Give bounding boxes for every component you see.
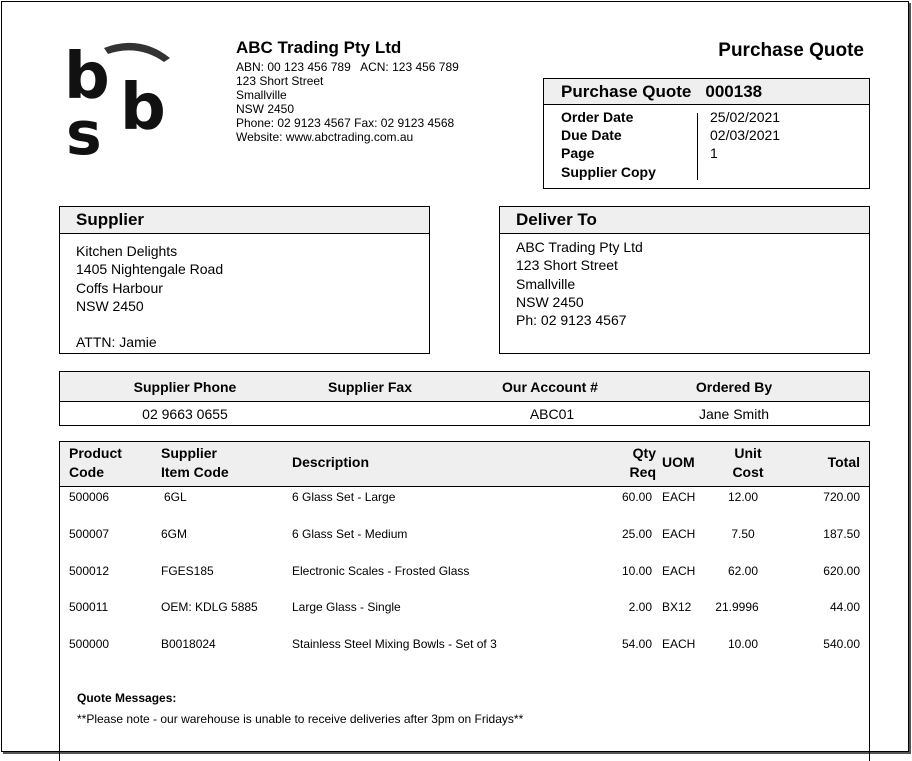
account-value: ABC01: [529, 406, 575, 422]
col-cost-line2: Cost: [732, 464, 764, 480]
order-date-label: Order Date: [561, 109, 634, 125]
cell-unit-cost: 62.00: [727, 563, 759, 578]
quote-box-title: Purchase Quote: [561, 82, 692, 101]
col-product-code-line2: Code: [69, 464, 104, 480]
page-value: 1: [710, 145, 718, 161]
supplier-info-table: [59, 371, 870, 426]
logo-swoosh: [104, 43, 170, 62]
logo-letter-s: s: [66, 99, 102, 161]
quote-message-text: **Please note - our warehouse is unable to receive deliveries after 3pm on Fridays**: [77, 712, 524, 726]
col-product-code-line1: Product: [69, 445, 122, 461]
due-date-label: Due Date: [561, 127, 622, 143]
cell-description: Electronic Scales - Frosted Glass: [292, 563, 470, 578]
supplier-box: [59, 206, 430, 354]
logo-letter-b2: b: [120, 71, 166, 145]
deliver-address: [516, 238, 643, 329]
supplier-line: 1405 Nightengale Road: [76, 261, 224, 278]
cell-uom: EACH: [662, 526, 696, 541]
cell-description: Large Glass - Single: [292, 600, 401, 615]
company-phone-fax: Phone: 02 9123 4567 Fax: 02 9123 4568: [236, 116, 455, 130]
col-supplier-item-code: [161, 444, 229, 482]
cell-product-code: 500012: [69, 563, 110, 578]
cell-unit-cost: 10.00: [727, 637, 759, 652]
company-state: NSW 2450: [236, 102, 295, 116]
copy-label: Supplier Copy: [561, 164, 656, 180]
cell-total: 187.50: [823, 526, 860, 541]
company-abn-acn: ABN: 00 123 456 789 ACN: 123 456 789: [236, 60, 459, 74]
cell-total: 720.00: [823, 490, 860, 504]
supplier-attn: ATTN: Jamie: [76, 334, 157, 351]
company-logo: [62, 36, 192, 161]
company-website: Website: www.abctrading.com.au: [236, 130, 414, 144]
deliver-to-box: [499, 206, 870, 354]
cell-unit-cost: 7.50: [731, 526, 755, 541]
company-details: [236, 38, 459, 144]
company-city: Smallville: [236, 88, 287, 102]
document-title: Purchase Quote: [718, 40, 864, 61]
cell-unit-cost: 21.9996: [715, 600, 759, 615]
quote-info-box: [543, 78, 870, 189]
cell-qty: 10.00: [621, 563, 652, 578]
cell-supplier-code: 6GL: [164, 490, 187, 504]
supplier-line: NSW 2450: [76, 297, 144, 314]
col-unit-cost: [720, 444, 776, 482]
cell-qty: 60.00: [621, 490, 652, 504]
company-name: ABC Trading Pty Ltd: [236, 38, 402, 57]
quote-number: 000138: [705, 82, 763, 101]
col-uom: UOM: [662, 454, 695, 470]
deliver-line: ABC Trading Pty Ltd: [516, 239, 643, 255]
supplier-line: Coffs Harbour: [76, 279, 163, 296]
cell-supplier-code: 6GM: [161, 526, 188, 541]
cell-total: 620.00: [823, 563, 860, 578]
cell-uom: EACH: [662, 563, 696, 578]
cell-description: 6 Glass Set - Large: [292, 490, 396, 504]
col-cost-line1: Unit: [734, 445, 762, 461]
col-total: Total: [827, 454, 860, 470]
cell-product-code: 500007: [69, 526, 110, 541]
col-product-code: [69, 444, 122, 482]
purchase-quote-page: [1, 1, 909, 752]
col-supplier-line2: Item Code: [161, 464, 229, 480]
col-qty-req: [620, 444, 656, 482]
cell-total: 44.00: [829, 600, 860, 615]
cell-uom: EACH: [662, 490, 696, 504]
cell-unit-cost: 12.00: [727, 490, 759, 504]
supplier-line: Kitchen Delights: [76, 243, 178, 259]
due-date-value: 02/03/2021: [710, 127, 781, 143]
company-street: 123 Short Street: [236, 74, 324, 88]
quote-messages-title: Quote Messages:: [77, 691, 177, 705]
supplier-phone-header: Supplier Phone: [133, 379, 237, 395]
quote-divider: [697, 113, 698, 180]
supplier-phone-value: 02 9663 0655: [142, 406, 228, 422]
col-qty-line1: Qty: [632, 445, 656, 461]
cell-qty: 54.00: [621, 637, 652, 652]
supplier-address: [76, 242, 223, 352]
cell-supplier-code: FGES185: [161, 563, 214, 578]
cell-uom: BX12: [662, 600, 692, 615]
order-date-value: 25/02/2021: [710, 109, 781, 125]
ordered-by-header: Ordered By: [695, 379, 773, 395]
items-table: [59, 441, 870, 761]
supplier-line: [76, 315, 223, 333]
ordered-by-value: Jane Smith: [698, 406, 770, 422]
cell-product-code: 500011: [69, 600, 109, 615]
cell-product-code: 500000: [69, 637, 110, 652]
cell-qty: 2.00: [628, 600, 652, 615]
deliver-line: Smallville: [516, 275, 576, 292]
col-description: Description: [292, 454, 370, 470]
cell-product-code: 500006: [69, 490, 110, 504]
supplier-heading: Supplier: [60, 207, 429, 234]
cell-uom: EACH: [662, 637, 696, 652]
cell-description: Stainless Steel Mixing Bowls - Set of 3: [292, 637, 497, 652]
cell-total: 540.00: [823, 637, 860, 652]
cell-qty: 25.00: [621, 526, 652, 541]
account-header: Our Account #: [502, 379, 598, 395]
deliver-heading: Deliver To: [500, 207, 869, 234]
cell-supplier-code: B0018024: [161, 637, 216, 652]
deliver-line: Ph: 02 9123 4567: [516, 312, 627, 329]
deliver-line: NSW 2450: [516, 293, 584, 310]
supplier-fax-header: Supplier Fax: [327, 379, 413, 395]
cell-description: 6 Glass Set - Medium: [292, 526, 408, 541]
logo-letter-b1: b: [64, 40, 110, 114]
col-supplier-line1: Supplier: [161, 445, 218, 461]
quote-box-header: [544, 79, 869, 105]
deliver-line: 123 Short Street: [516, 257, 618, 274]
cell-supplier-code: OEM: KDLG 5885: [161, 600, 258, 615]
page-label: Page: [561, 145, 595, 161]
col-qty-line2: Req: [629, 464, 656, 480]
